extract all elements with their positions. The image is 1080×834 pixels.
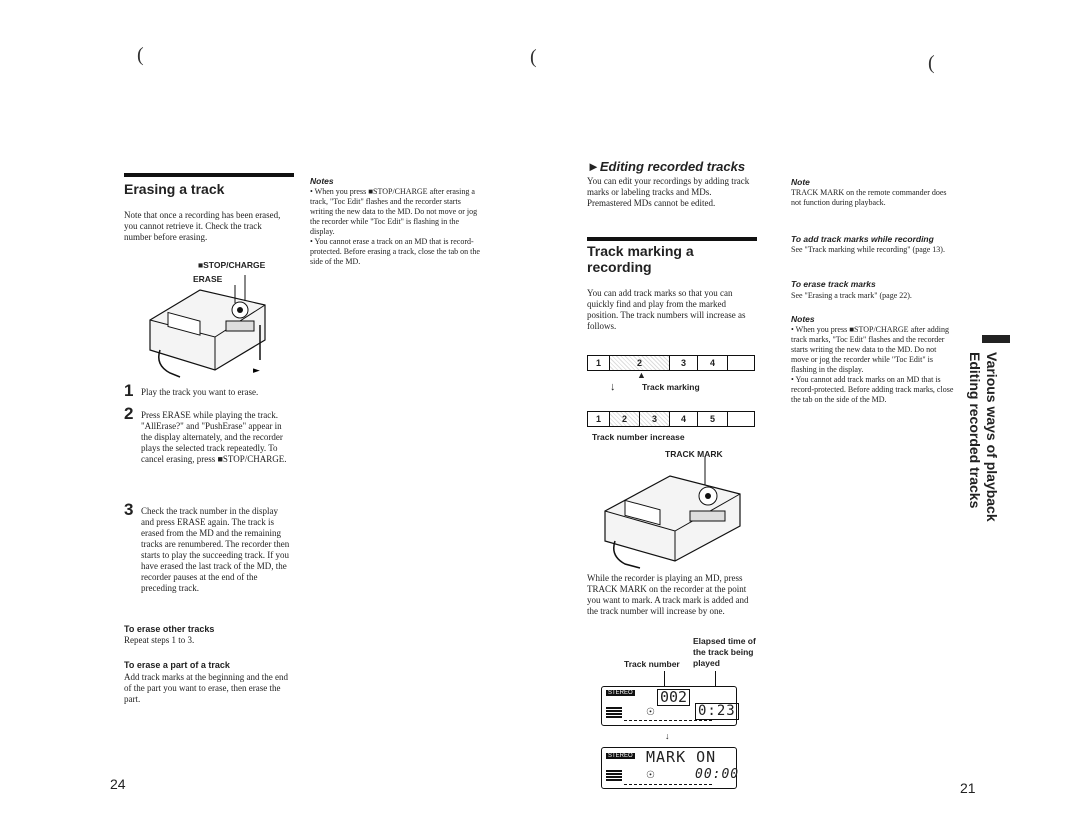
track-cell: 5 [698,412,728,426]
track-cell: 4 [670,412,698,426]
recorder-erase-illustration [140,265,280,380]
track-row-before [587,355,755,371]
add-marks-text: See "Track marking while recording" (page 13). [791,245,945,254]
svg-text:►: ► [253,366,260,376]
stereo-badge: STEREO [608,690,633,696]
instructions-text: While the recorder is playing an MD, press TRACK MARK on the recorder at the point you want to mark. A track mark is added and the track number will increase by one. [587,573,749,616]
lcd-display-mark-on [601,747,740,789]
stereo-badge: STEREO [608,753,633,759]
track-cell: 3 [670,356,698,370]
intro-text: You can add track marks so that you can quickly find and play from the marked position. The track numbers will increase as follows. [587,288,746,331]
notes-title: Notes [310,176,334,186]
editing-text: You can edit your recordings by adding track marks or labeling tracks and MDs. Premastered MDs cannot be edited. [587,176,750,208]
track-cell: 1 [588,356,610,370]
editing-title: ►Editing recorded tracks [587,159,746,174]
track-row-after [587,411,755,427]
subtext-erase-other: Repeat steps 1 to 3. [124,635,195,645]
level-meter-icon [606,770,622,782]
subheading-erase-part: To erase a part of a track [124,660,230,670]
label-erase: ERASE [193,274,223,284]
recorder-track-mark-illustration [590,456,750,571]
section-title-erasing: Erasing a track [124,181,225,197]
step-number: 2 [124,404,134,423]
note-title: Note [791,177,810,187]
level-meter-icon [606,707,622,719]
side-tab-line: Various ways of playback [984,352,1000,522]
lcd-mark-on-text: MARK ON [646,748,717,766]
section-rule [587,237,757,241]
lcd-elapsed-time: 0:23 [695,703,739,720]
track-cell: 4 [698,356,728,370]
step-text: Press ERASE while playing the track. "AllErase?" and "PushErase" appear in the display alternately, and the recorder plays the selected track repeatedly. To cancel erasing, press ■STOP/CHARGE. [141,410,287,464]
notes-list [791,325,956,405]
scan-mark: ( [530,46,537,68]
track-cell [728,356,754,370]
add-marks-title: To add track marks while recording [791,234,934,244]
label-stop-charge: ■STOP/CHARGE [198,260,266,270]
step-text: Play the track you want to erase. [141,387,259,397]
disc-icon: ☉ [646,770,655,781]
side-tab-label [966,352,1000,522]
section-rule [124,173,294,177]
marker-arrow-icon: ▲ [637,370,646,380]
label-track-number: Track number [624,659,680,669]
erase-marks-title: To erase track marks [791,279,876,289]
label-track-mark: TRACK MARK [665,449,723,459]
subheading-erase-other: To erase other tracks [124,624,215,634]
label-track-marking: Track marking [642,382,700,392]
track-cell-empty [728,412,754,426]
note-text: TRACK MARK on the remote commander does not function during playback. [791,188,947,207]
page-number-right: 21 [960,780,976,796]
note-item: • When you press ■STOP/CHARGE after erasing a track, "Toc Edit" flashes and the recorder starts writing the new data to the MD. Do not move or jog the recorder while "Toc Edit" is flashing in the display. [310,187,478,236]
scan-mark: ( [928,52,935,74]
note-item: • You cannot add track marks on an MD that is record-protected. Before adding track marks, close the tab on the side of the MD. [791,375,954,404]
lcd-track-number: 002 [657,689,690,706]
track-cell: 3 [640,412,670,426]
lcd-zero-time: 00:00 [695,767,740,782]
notes-list [310,187,485,267]
track-cell: 2 [610,412,640,426]
subtext-erase-part: Add track marks at the beginning and the end of the part you want to erase, then erase the part. [124,672,288,704]
step-number: 3 [124,500,134,519]
scan-mark: ( [137,44,144,66]
notes-title: Notes [791,314,815,324]
track-cell: 2 [610,356,670,370]
disc-icon: ☉ [646,707,655,718]
track-cell: 1 [588,412,610,426]
progress-bar [624,784,712,787]
side-tab-line: Editing recorded tracks [967,352,983,509]
intro-text: Note that once a recording has been erased, you cannot retrieve it. Check the track number before erasing. [124,210,281,242]
progress-bar [624,720,712,723]
label-elapsed-time: Elapsed time of the track being played [693,636,756,668]
down-arrow-icon: ↓ [665,731,670,741]
down-arrow-icon: ↓ [610,381,616,393]
note-item: • You cannot erase a track on an MD that is record-protected. Before erasing a track, close the tab on the side of the MD. [310,237,480,266]
step-number: 1 [124,381,134,400]
lcd-display-playing [601,686,737,726]
erase-marks-text: See "Erasing a track mark" (page 22). [791,291,912,300]
step-text: Check the track number in the display and press ERASE again. The track is erased from the MD and the remaining tracks are renumbered. The recorder then starts to play the succeeding track. If you have erased the last track of the MD, the recorder pauses at the end of the preceding track. [141,506,290,593]
section-title-track-marking: Track marking a recording [587,243,694,275]
label-track-number-increase: Track number increase [592,432,685,442]
note-item: • When you press ■STOP/CHARGE after adding track marks, "Toc Edit" flashes and the recorder starts writing the new data to the MD. Do not move or jog the recorder while "Toc Edit" is flashing in the display. [791,325,949,374]
side-tab-marker [982,335,1010,343]
page-number-left: 24 [110,776,126,792]
